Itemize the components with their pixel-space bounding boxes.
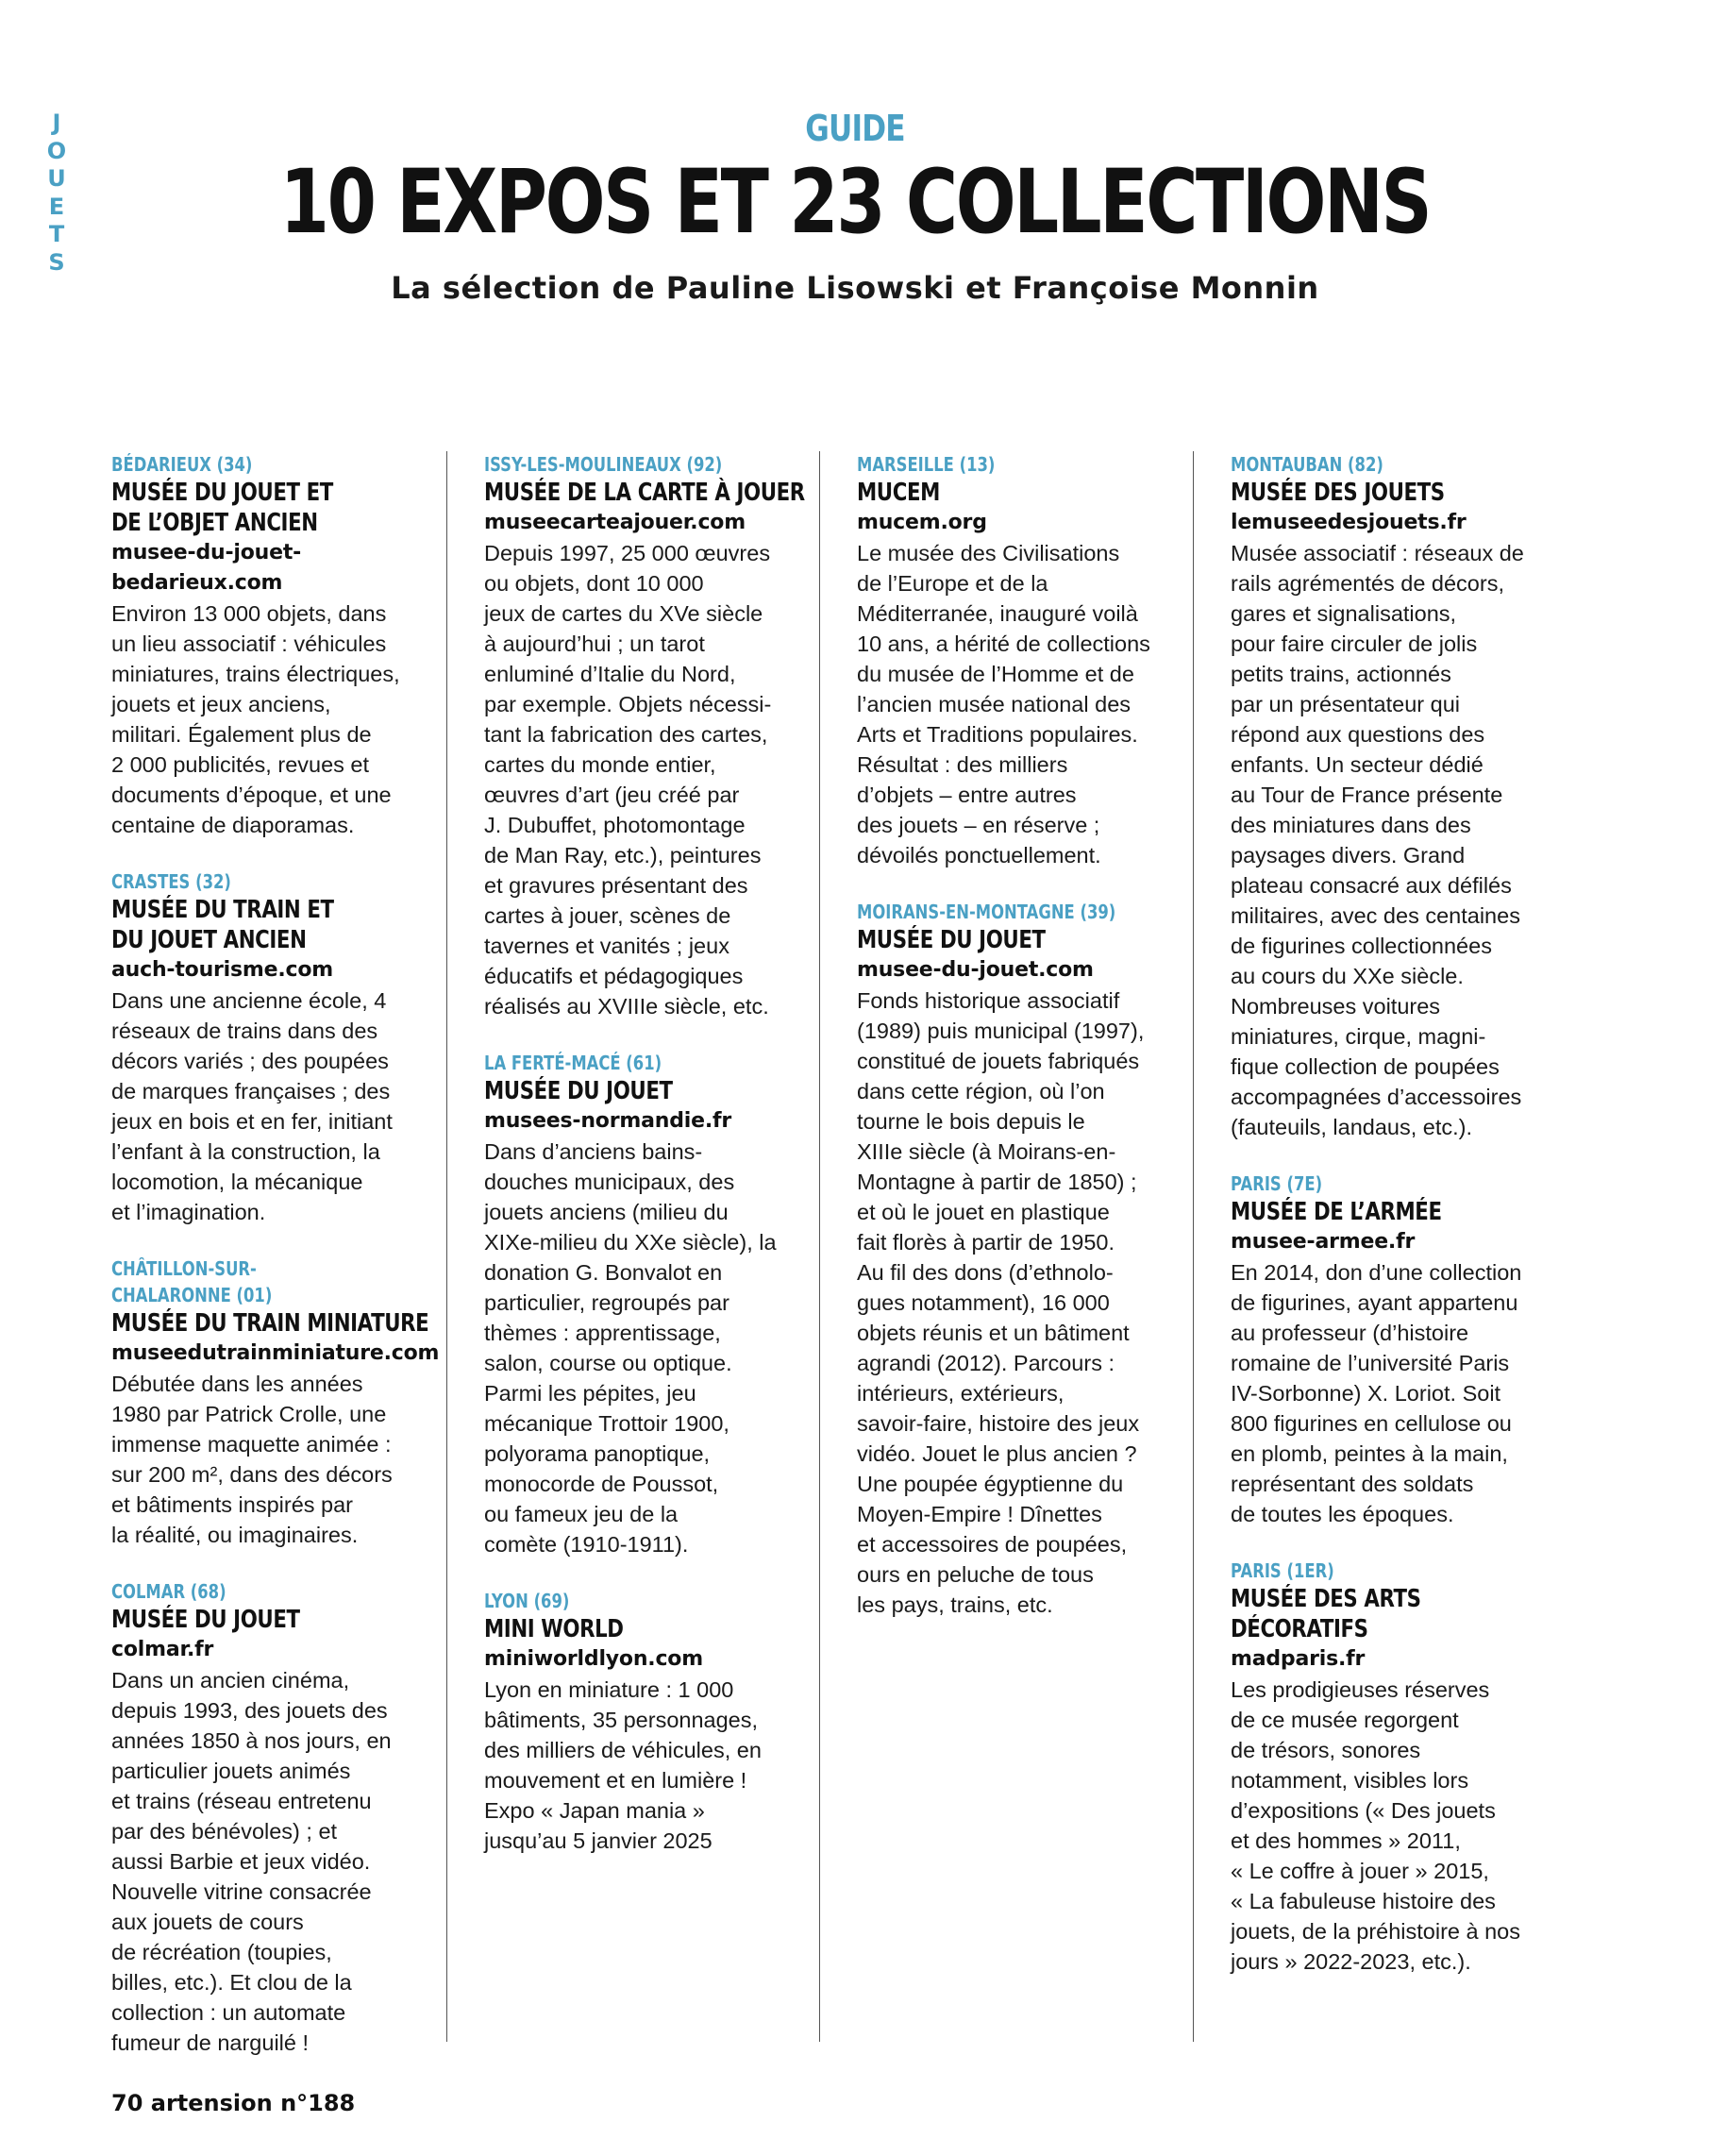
museum-description: Les prodigieuses réserves de ce musée regorgent de trésors, sonores notamment, visibles lors d’expositions (« Des jouets et des hommes » 2011, « Le coffre à jouer » 2015, « La fabuleuse histoire des jouets, de la préhistoire à nos jours » 2022-2023, etc.).	[1231, 1677, 1520, 1974]
page-subtitle: La sélection de Pauline Lisowski et Françoise Monnin	[391, 270, 1319, 306]
museum-location: PARIS (1ER)	[1231, 1559, 1334, 1582]
column-1	[111, 451, 440, 2086]
museum-name: MUSÉE DE LA CARTE À JOUER	[484, 479, 805, 507]
museum-location: COLMAR (68)	[111, 1580, 226, 1603]
museum-url: musee-du-jouet- bedarieux.com	[111, 541, 302, 595]
museum-url: miniworldlyon.com	[484, 1647, 703, 1671]
section-letter: E	[48, 193, 65, 220]
museum-location: CRASTES (32)	[111, 870, 231, 893]
museum-entry	[111, 1255, 440, 1550]
museum-location: CHÂTILLON-SUR-CHALARONNE (01)	[111, 1257, 273, 1306]
section-letter: S	[48, 248, 65, 276]
museum-name: MUSÉE DES ARTS DÉCORATIFS	[1231, 1585, 1421, 1643]
museum-description: Dans d’anciens bains- douches municipaux, des jouets anciens (milieu du XIXe-milieu du XXe siècle), la donation G. Bonvalot en particulier, regroupés par thèmes : apprentissage, salon, course ou optique. Parmi les pépites, jeu mécanique Trottoir 1900, polyorama panoptique, monocorde de Poussot, ou fameux jeu de la comète (1910-1911).	[484, 1139, 777, 1557]
museum-description: Environ 13 000 objets, dans un lieu associatif : véhicules miniatures, trains électriques, jouets et jeux anciens, militari. Également plus de 2 000 publicités, revues et documents d’époque, et une centaine de diaporamas.	[111, 601, 400, 837]
museum-location: BÉDARIEUX (34)	[111, 453, 253, 476]
museum-name: MUCEM	[857, 479, 940, 507]
museum-description: Lyon en miniature : 1 000 bâtiments, 35 personnages, des milliers de véhicules, en mouvement et en lumière ! Expo « Japan mania » jusqu’au 5 janvier 2025	[484, 1677, 762, 1853]
museum-location: MONTAUBAN (82)	[1231, 453, 1383, 476]
museum-url: auch-tourisme.com	[111, 958, 334, 982]
museum-entry	[484, 451, 805, 1021]
museum-entry	[111, 451, 432, 840]
museum-url: museedutrainminiature.com	[111, 1341, 440, 1365]
column-2	[484, 451, 805, 1884]
section-label	[47, 109, 66, 278]
museum-description: Depuis 1997, 25 000 œuvres ou objets, dont 10 000 jeux de cartes du XVe siècle à aujourd’hui ; un tarot enluminé d’Italie du Nord, par exemple. Objets nécessi- tant la fabrication des cartes, cartes du monde entier, œuvres d’art (jeu créé par J. Dubuffet, photomontage de Man Ray, etc.), peintures et gravures présentant des cartes à jouer, scènes de tavernes et vanités ; jeux éducatifs et pédagogiques réalisés au XVIIIe siècle, etc.	[484, 541, 772, 1019]
section-letter: T	[48, 221, 65, 248]
museum-name: MUSÉE DE L’ARMÉE	[1231, 1198, 1442, 1226]
museum-name: MUSÉE DU JOUET	[484, 1077, 673, 1105]
museum-entry	[484, 1050, 805, 1559]
museum-entry	[484, 1588, 805, 1856]
column-divider	[1193, 451, 1194, 2042]
museum-url: madparis.fr	[1231, 1647, 1366, 1671]
museum-description: Dans une ancienne école, 4 réseaux de trains dans des décors variés ; des poupées de marques françaises ; des jeux en bois et en fer, initiant l’enfant à la construction, la locomotion, la mécanique et l’imagination.	[111, 988, 393, 1224]
museum-description: Dans un ancien cinéma, depuis 1993, des jouets des années 1850 à nos jours, en particulier jouets animés et trains (réseau entretenu par des bénévoles) ; et aussi Barbie et jeux vidéo. Nouvelle vitrine consacrée aux jouets de cours de récréation (toupies, billes, etc.). Et clou de la collection : un automate fumeur de narguilé !	[111, 1668, 392, 2055]
museum-description: Le musée des Civilisations de l’Europe et de la Méditerranée, inauguré voilà 10 ans, a hérité de collections du musée de l’Homme et de l’ancien musée national des Arts et Traditions populaires. Résultat : des milliers d’objets – entre autres des jouets – en réserve ; dévoilés ponctuellement.	[857, 541, 1150, 867]
column-4	[1231, 451, 1551, 2005]
museum-url: lemuseedesjouets.fr	[1231, 511, 1467, 534]
museum-description: Musée associatif : réseaux de rails agrémentés de décors, gares et signalisations, pour faire circuler de jolis petits trains, actionnés par un présentateur qui répond aux questions des enfants. Un secteur dédié au Tour de France présente des miniatures dans des paysages divers. Grand plateau consacré aux défilés militaires, avec des centaines de figurines collectionnées au cours du XXe siècle. Nombreuses voitures miniatures, cirque, magni- fique collection de poupées accompagnées d’accessoires (fauteuils, landaus, etc.).	[1231, 541, 1524, 1139]
kicker: GUIDE	[805, 108, 905, 149]
column-divider	[446, 451, 447, 2042]
column-divider	[819, 451, 820, 2042]
museum-name: MINI WORLD	[484, 1615, 624, 1643]
museum-url: musee-armee.fr	[1231, 1230, 1416, 1254]
section-letter: U	[47, 165, 66, 193]
museum-entry	[857, 451, 1178, 870]
museum-description: Débutée dans les années 1980 par Patrick Crolle, une immense maquette animée : sur 200 m², dans des décors et bâtiments inspirés par la réalité, ou imaginaires.	[111, 1372, 393, 1547]
section-letter: O	[46, 137, 67, 164]
section-letter: J	[52, 109, 61, 136]
museum-entry	[857, 899, 1178, 1620]
museum-name: MUSÉE DU TRAIN MINIATURE	[111, 1309, 429, 1338]
museum-entry	[111, 868, 432, 1227]
museum-description: En 2014, don d’une collection de figurines, ayant appartenu au professeur (d’histoire romaine de l’université Paris IV-Sorbonne) X. Loriot. Soit 800 figurines en cellulose ou en plomb, peintes à la main, représentant des soldats de toutes les époques.	[1231, 1260, 1522, 1526]
museum-location: LYON (69)	[484, 1590, 570, 1612]
museum-url: musee-du-jouet.com	[857, 958, 1094, 982]
page-title: 10 EXPOS ET 23 COLLECTIONS	[279, 151, 1431, 254]
museum-location: ISSY-LES-MOULINEAUX (92)	[484, 453, 723, 476]
page-footer: 70 artension n°188	[111, 2090, 356, 2116]
museum-url: mucem.org	[857, 511, 987, 534]
museum-entry	[1231, 1171, 1551, 1529]
museum-location: LA FERTÉ-MACÉ (61)	[484, 1052, 662, 1074]
museum-name: MUSÉE DES JOUETS	[1231, 479, 1445, 507]
museum-url: musees-normandie.fr	[484, 1109, 731, 1133]
museum-entry	[1231, 1558, 1551, 1977]
museum-entry	[1231, 451, 1551, 1142]
museum-entry	[111, 1578, 432, 2058]
museum-name: MUSÉE DU JOUET	[111, 1606, 300, 1634]
museum-name: MUSÉE DU TRAIN ET DU JOUET ANCIEN	[111, 896, 334, 954]
column-3	[857, 451, 1178, 1648]
museum-name: MUSÉE DU JOUET	[857, 926, 1046, 954]
museum-name: MUSÉE DU JOUET ET DE L’OBJET ANCIEN	[111, 479, 333, 537]
museum-url: colmar.fr	[111, 1638, 214, 1661]
museum-location: MOIRANS-EN-MONTAGNE (39)	[857, 901, 1116, 923]
museum-location: PARIS (7E)	[1231, 1172, 1323, 1195]
museum-description: Fonds historique associatif (1989) puis municipal (1997), constitué de jouets fabriqués dans cette région, où l’on tourne le bois depuis le XIIIe siècle (à Moirans-en- Montagne à partir de 1850) ; et où le jouet en plastique fait florès à partir de 1950. Au fil des dons (d’ethnolo- gues notamment), 16 000 objets réunis et un bâtiment agrandi (2012). Parcours : intérieurs, extérieurs, savoir-faire, histoire des jeux vidéo. Jouet le plus ancien ? Une poupée égyptienne du Moyen-Empire ! Dînettes et accessoires de poupées, ours en peluche de tous les pays, trains, etc.	[857, 988, 1145, 1617]
museum-url: museecarteajouer.com	[484, 511, 746, 534]
museum-location: MARSEILLE (13)	[857, 453, 996, 476]
